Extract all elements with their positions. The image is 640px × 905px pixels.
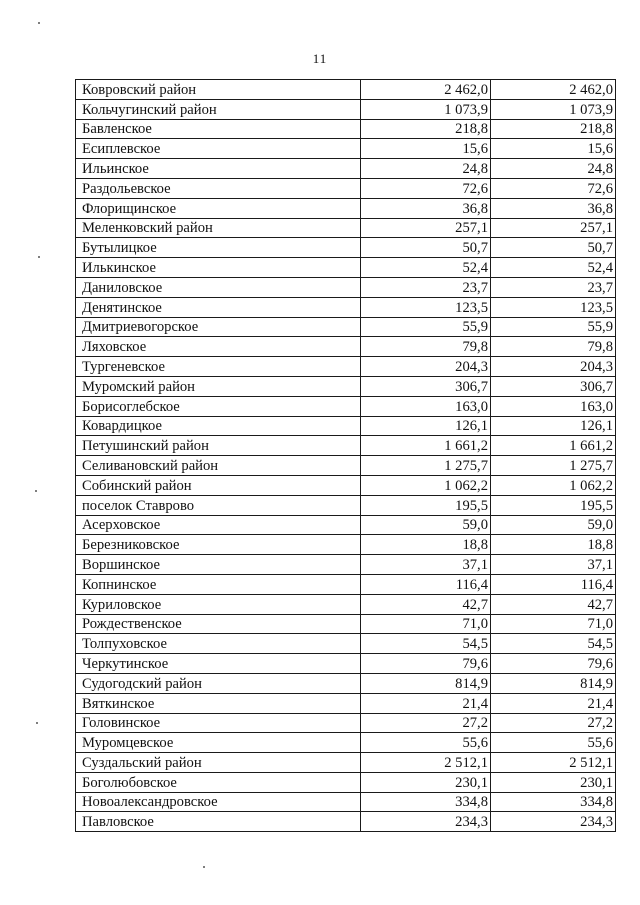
table-row: [76, 792, 616, 812]
row-value-2-cell: 1 073,9: [491, 99, 616, 119]
table-row: [76, 396, 616, 416]
table-row: [76, 416, 616, 436]
scan-speck: [35, 490, 37, 492]
row-name-cell: Головинское: [76, 713, 361, 733]
row-value-1-cell: 72,6: [361, 178, 491, 198]
row-name-cell: Флорищинское: [76, 198, 361, 218]
row-value-2-cell: 195,5: [491, 495, 616, 515]
row-value-1-cell: 306,7: [361, 376, 491, 396]
table-row: [76, 772, 616, 792]
table-row: [76, 277, 616, 297]
row-name-cell: Ковардицкое: [76, 416, 361, 436]
table-row: [76, 317, 616, 337]
row-value-2-cell: 52,4: [491, 258, 616, 278]
table-row: [76, 475, 616, 495]
table-row: [76, 297, 616, 317]
row-value-2-cell: 71,0: [491, 614, 616, 634]
row-value-1-cell: 79,6: [361, 654, 491, 674]
row-name-cell: Рождественское: [76, 614, 361, 634]
row-value-1-cell: 23,7: [361, 277, 491, 297]
row-value-1-cell: 18,8: [361, 535, 491, 555]
row-name-cell: Воршинское: [76, 555, 361, 575]
row-value-1-cell: 42,7: [361, 594, 491, 614]
row-value-1-cell: 126,1: [361, 416, 491, 436]
row-value-2-cell: 54,5: [491, 634, 616, 654]
row-name-cell: Копнинское: [76, 574, 361, 594]
scan-speck: [36, 722, 38, 724]
row-value-1-cell: 195,5: [361, 495, 491, 515]
row-value-2-cell: 126,1: [491, 416, 616, 436]
row-value-2-cell: 72,6: [491, 178, 616, 198]
row-value-1-cell: 1 661,2: [361, 436, 491, 456]
row-name-cell: Вяткинское: [76, 693, 361, 713]
row-name-cell: Бутылицкое: [76, 238, 361, 258]
row-value-2-cell: 15,6: [491, 139, 616, 159]
row-name-cell: Павловское: [76, 812, 361, 832]
row-value-1-cell: 234,3: [361, 812, 491, 832]
row-value-2-cell: 123,5: [491, 297, 616, 317]
table-row: [76, 693, 616, 713]
table-row: [76, 812, 616, 832]
row-value-1-cell: 15,6: [361, 139, 491, 159]
table-row: [76, 654, 616, 674]
row-value-1-cell: 21,4: [361, 693, 491, 713]
row-value-1-cell: 24,8: [361, 159, 491, 179]
row-name-cell: Тургеневское: [76, 357, 361, 377]
row-value-2-cell: 1 062,2: [491, 475, 616, 495]
row-name-cell: Селивановский район: [76, 456, 361, 476]
row-name-cell: Даниловское: [76, 277, 361, 297]
row-value-1-cell: 230,1: [361, 772, 491, 792]
table-row: [76, 376, 616, 396]
row-value-1-cell: 2 512,1: [361, 753, 491, 773]
row-name-cell: Есиплевское: [76, 139, 361, 159]
row-value-1-cell: 71,0: [361, 614, 491, 634]
row-value-2-cell: 230,1: [491, 772, 616, 792]
table-row: [76, 337, 616, 357]
table-row: [76, 495, 616, 515]
row-value-2-cell: 50,7: [491, 238, 616, 258]
row-name-cell: Судогодский район: [76, 673, 361, 693]
table-row: [76, 99, 616, 119]
row-value-2-cell: 79,8: [491, 337, 616, 357]
row-value-2-cell: 814,9: [491, 673, 616, 693]
row-value-2-cell: 27,2: [491, 713, 616, 733]
row-value-2-cell: 234,3: [491, 812, 616, 832]
row-value-1-cell: 37,1: [361, 555, 491, 575]
row-value-2-cell: 163,0: [491, 396, 616, 416]
row-value-1-cell: 1 062,2: [361, 475, 491, 495]
row-value-2-cell: 37,1: [491, 555, 616, 575]
row-value-2-cell: 55,6: [491, 733, 616, 753]
row-value-2-cell: 334,8: [491, 792, 616, 812]
table-row: [76, 119, 616, 139]
row-name-cell: Муромский район: [76, 376, 361, 396]
row-value-2-cell: 2 512,1: [491, 753, 616, 773]
row-name-cell: Березниковское: [76, 535, 361, 555]
table-row: [76, 357, 616, 377]
row-name-cell: Меленковский район: [76, 218, 361, 238]
row-value-1-cell: 50,7: [361, 238, 491, 258]
row-value-2-cell: 23,7: [491, 277, 616, 297]
table-row: [76, 535, 616, 555]
table-row: [76, 574, 616, 594]
row-value-2-cell: 257,1: [491, 218, 616, 238]
row-name-cell: Ильинское: [76, 159, 361, 179]
row-value-2-cell: 55,9: [491, 317, 616, 337]
row-name-cell: Илькинское: [76, 258, 361, 278]
row-name-cell: поселок Ставрово: [76, 495, 361, 515]
row-name-cell: Ляховское: [76, 337, 361, 357]
row-name-cell: Раздольевское: [76, 178, 361, 198]
table-row: [76, 456, 616, 476]
table-row: [76, 218, 616, 238]
row-value-2-cell: 1 275,7: [491, 456, 616, 476]
scan-speck: [38, 22, 40, 24]
row-value-1-cell: 27,2: [361, 713, 491, 733]
row-value-2-cell: 18,8: [491, 535, 616, 555]
row-value-2-cell: 1 661,2: [491, 436, 616, 456]
table-body: [76, 80, 616, 832]
row-value-1-cell: 55,9: [361, 317, 491, 337]
row-name-cell: Куриловское: [76, 594, 361, 614]
table-row: [76, 159, 616, 179]
row-value-2-cell: 36,8: [491, 198, 616, 218]
table-row: [76, 555, 616, 575]
table-row: [76, 733, 616, 753]
table-row: [76, 139, 616, 159]
row-value-2-cell: 59,0: [491, 515, 616, 535]
page-number: 11: [312, 51, 328, 66]
row-name-cell: Борисоглебское: [76, 396, 361, 416]
row-name-cell: Бавленское: [76, 119, 361, 139]
row-value-1-cell: 79,8: [361, 337, 491, 357]
row-name-cell: Ковровский район: [76, 80, 361, 100]
row-value-1-cell: 2 462,0: [361, 80, 491, 100]
row-value-2-cell: 204,3: [491, 357, 616, 377]
table-row: [76, 594, 616, 614]
row-value-1-cell: 257,1: [361, 218, 491, 238]
row-value-1-cell: 123,5: [361, 297, 491, 317]
table-row: [76, 198, 616, 218]
table-row: [76, 634, 616, 654]
row-value-1-cell: 163,0: [361, 396, 491, 416]
row-value-2-cell: 306,7: [491, 376, 616, 396]
row-value-1-cell: 52,4: [361, 258, 491, 278]
table-row: [76, 753, 616, 773]
table-row: [76, 80, 616, 100]
row-value-1-cell: 116,4: [361, 574, 491, 594]
table-row: [76, 436, 616, 456]
row-value-2-cell: 79,6: [491, 654, 616, 674]
row-name-cell: Боголюбовское: [76, 772, 361, 792]
row-value-1-cell: 1 275,7: [361, 456, 491, 476]
row-name-cell: Суздальский район: [76, 753, 361, 773]
table-row: [76, 258, 616, 278]
row-value-1-cell: 334,8: [361, 792, 491, 812]
row-value-1-cell: 1 073,9: [361, 99, 491, 119]
row-value-1-cell: 55,6: [361, 733, 491, 753]
row-value-1-cell: 54,5: [361, 634, 491, 654]
row-value-2-cell: 42,7: [491, 594, 616, 614]
row-name-cell: Новоалександровское: [76, 792, 361, 812]
row-value-2-cell: 2 462,0: [491, 80, 616, 100]
table-row: [76, 238, 616, 258]
row-value-1-cell: 36,8: [361, 198, 491, 218]
scan-speck: [38, 256, 40, 258]
table-row: [76, 515, 616, 535]
budget-table: [75, 79, 616, 832]
row-value-2-cell: 218,8: [491, 119, 616, 139]
row-value-1-cell: 59,0: [361, 515, 491, 535]
table-row: [76, 673, 616, 693]
row-name-cell: Собинский район: [76, 475, 361, 495]
table-row: [76, 614, 616, 634]
row-name-cell: Дмитриевогорское: [76, 317, 361, 337]
row-value-2-cell: 24,8: [491, 159, 616, 179]
row-name-cell: Черкутинское: [76, 654, 361, 674]
row-name-cell: Денятинское: [76, 297, 361, 317]
row-value-2-cell: 21,4: [491, 693, 616, 713]
table-row: [76, 713, 616, 733]
row-name-cell: Муромцевское: [76, 733, 361, 753]
row-name-cell: Толпуховское: [76, 634, 361, 654]
row-value-1-cell: 218,8: [361, 119, 491, 139]
row-value-2-cell: 116,4: [491, 574, 616, 594]
row-name-cell: Кольчугинский район: [76, 99, 361, 119]
row-value-1-cell: 814,9: [361, 673, 491, 693]
scan-speck: [203, 866, 205, 868]
row-name-cell: Асерховское: [76, 515, 361, 535]
table-row: [76, 178, 616, 198]
row-value-1-cell: 204,3: [361, 357, 491, 377]
row-name-cell: Петушинский район: [76, 436, 361, 456]
